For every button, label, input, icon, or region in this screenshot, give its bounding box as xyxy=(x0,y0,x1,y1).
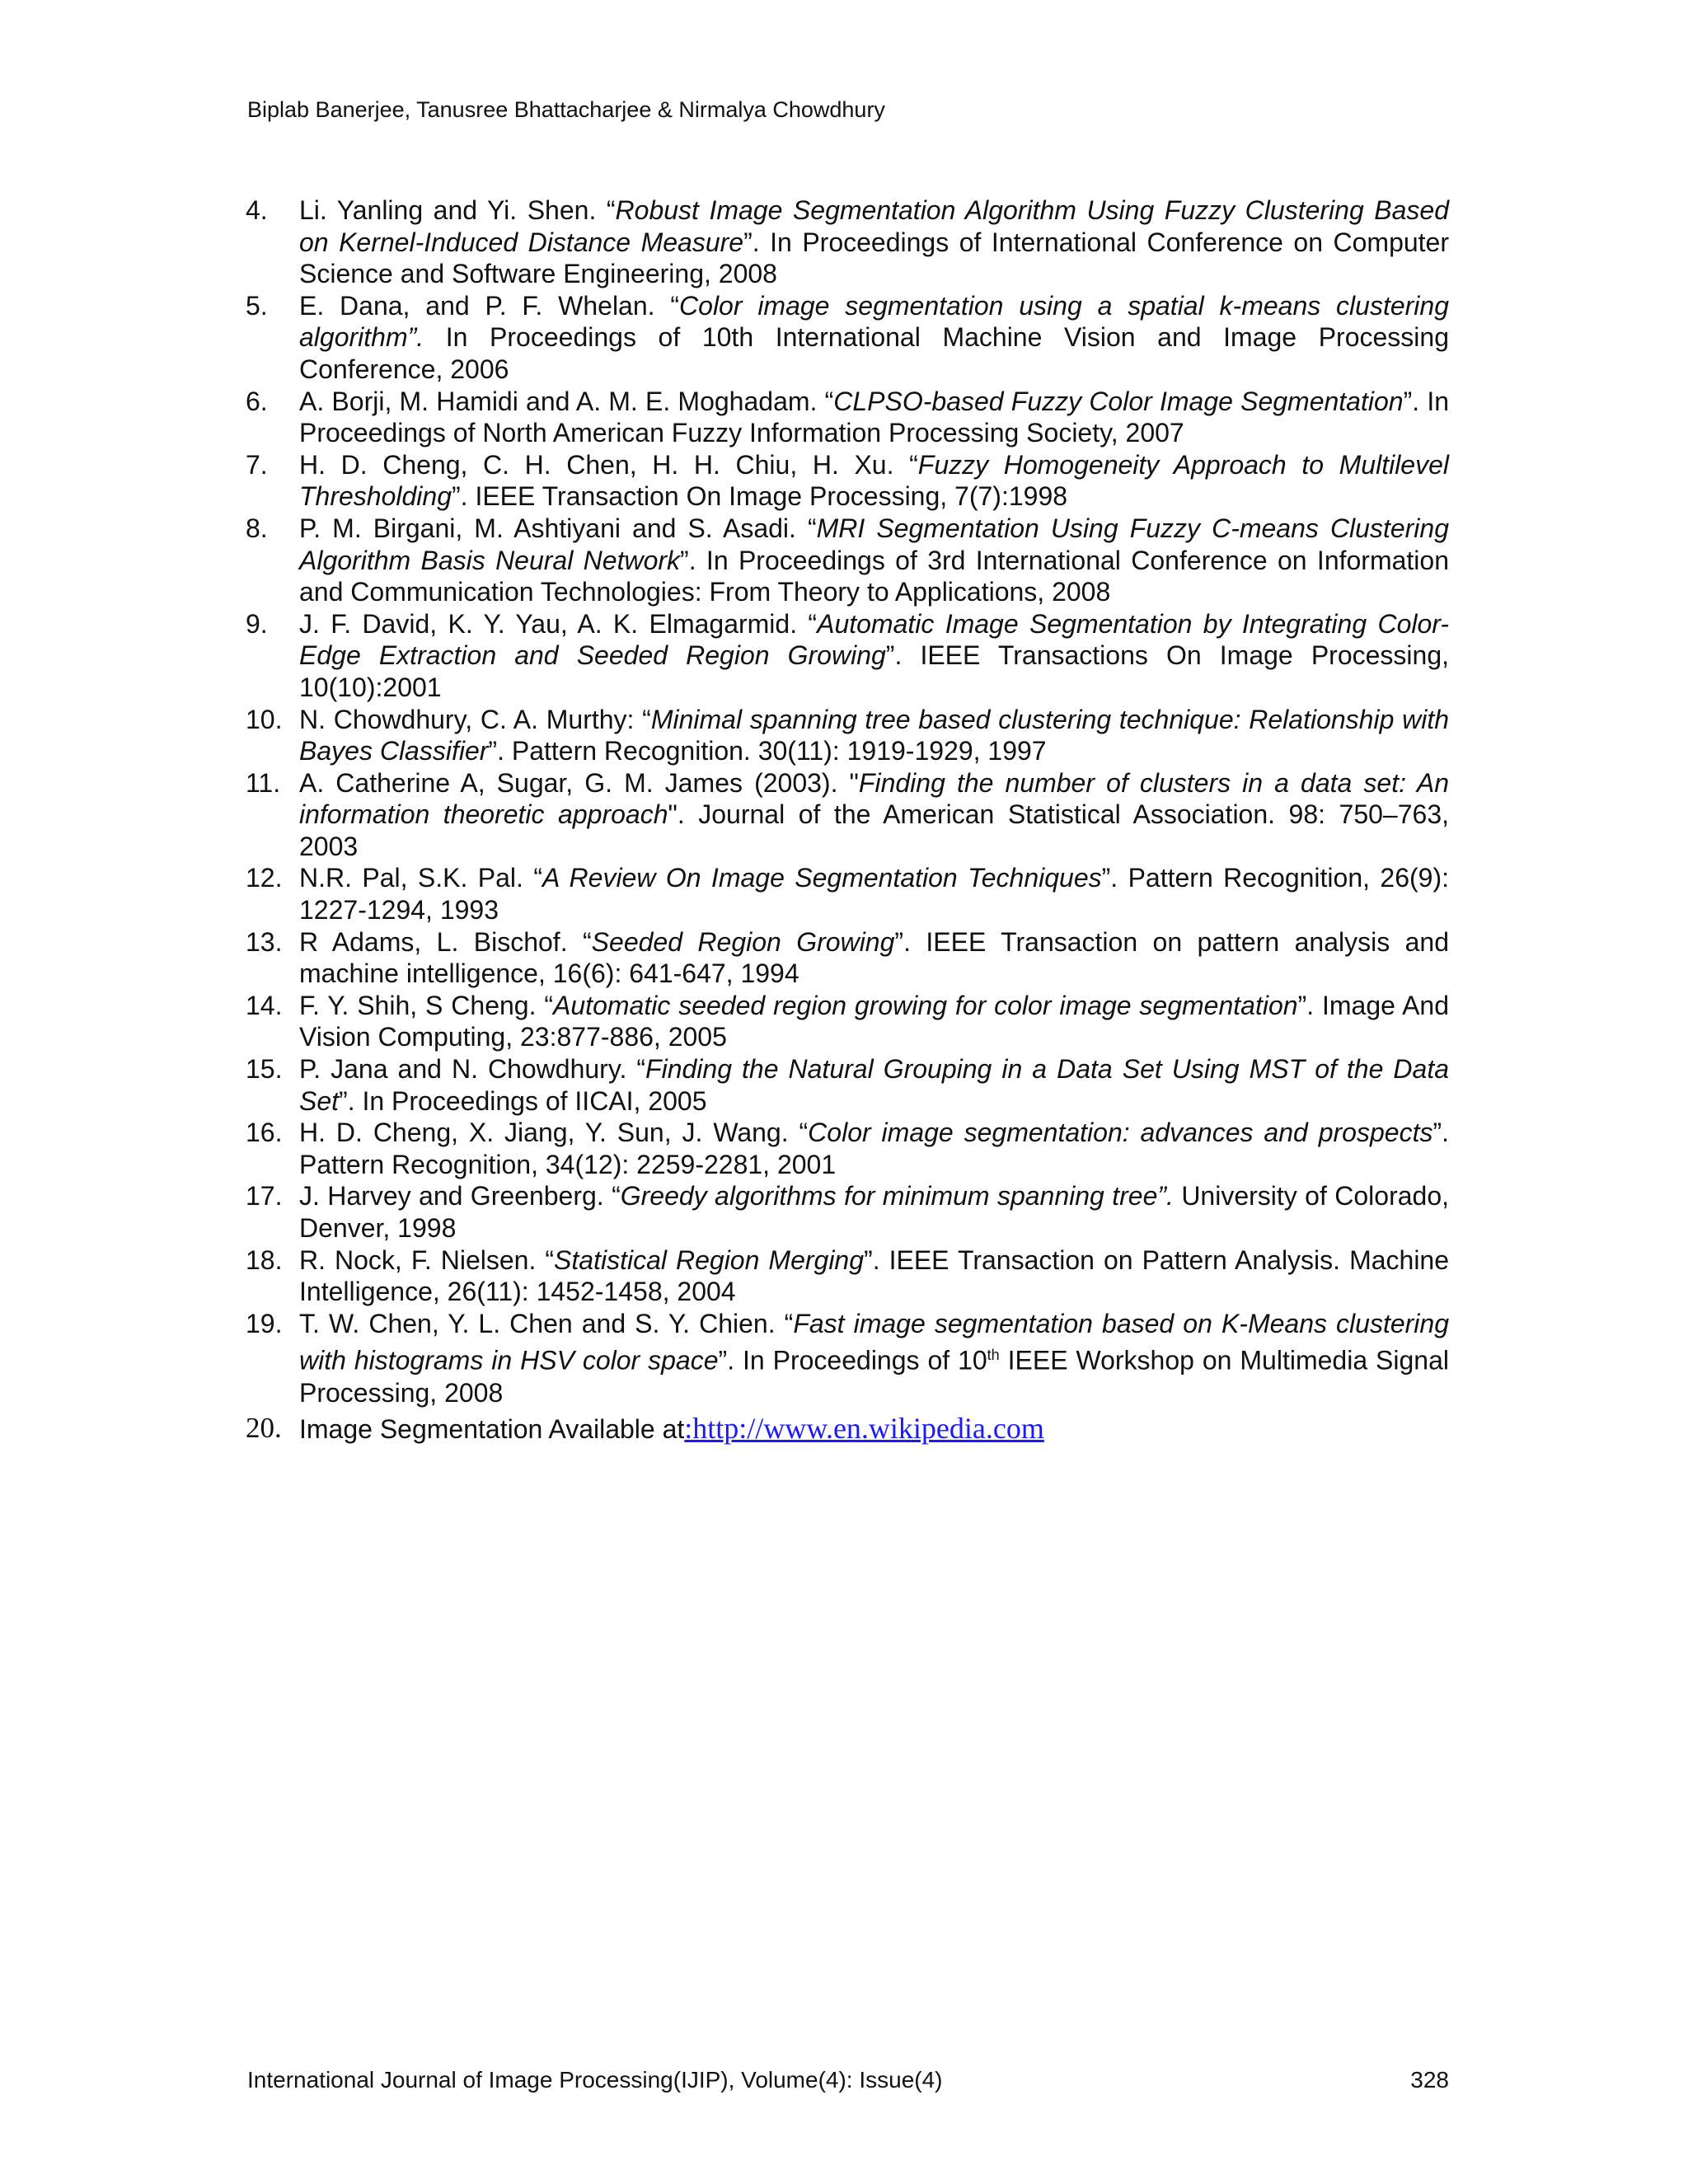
reference-title: Minimal spanning tree based clustering technique: Relationship with Bayes Classifier xyxy=(299,704,1450,766)
reference-authors: R Adams, L. Bischof. “ xyxy=(299,926,592,957)
reference-title: Finding the number of clusters in a data set: An information theoretic approach xyxy=(299,767,1450,830)
reference-item xyxy=(246,767,1449,863)
reference-text xyxy=(299,862,1449,926)
reference-source: ”. IEEE Transactions On Image Processing, 10(10):2001 xyxy=(299,640,1450,702)
reference-source: ”. IEEE Transaction on Pattern Analysis. Machine Intelligence, 26(11): 1452-1458, 2004 xyxy=(299,1244,1450,1307)
running-header: Biplab Banerjee, Tanusree Bhattacharjee & Nirmalya Chowdhury xyxy=(247,97,885,122)
reference-label: Image Segmentation Available at xyxy=(299,1414,685,1445)
reference-title: Color image segmentation: advances and prospects xyxy=(808,1118,1433,1148)
reference-source: ". Journal of the American Statistical Association. 98: 750–763, 2003 xyxy=(299,799,1450,861)
reference-authors: F. Y. Shih, S Cheng. “ xyxy=(299,990,554,1020)
reference-text xyxy=(299,449,1449,513)
reference-title: Statistical Region Merging xyxy=(554,1244,865,1275)
reference-item xyxy=(246,513,1449,608)
reference-authors: N. Chowdhury, C. A. Murthy: “ xyxy=(299,704,651,734)
reference-number: 7. xyxy=(246,449,268,480)
reference-text xyxy=(299,1412,1449,1446)
reference-number: 17. xyxy=(246,1181,283,1212)
reference-text xyxy=(299,608,1449,704)
reference-item xyxy=(246,1412,1449,1446)
reference-item xyxy=(246,1244,1449,1308)
reference-title: Automatic seeded region growing for color image segmentation xyxy=(553,990,1298,1020)
reference-item xyxy=(246,1117,1449,1180)
wikipedia-link[interactable]: :http://www.en.wikipedia.com xyxy=(684,1412,1044,1446)
reference-authors: Li. Yanling and Yi. Shen. “ xyxy=(299,195,616,225)
reference-text xyxy=(299,990,1449,1053)
reference-item xyxy=(246,990,1449,1053)
reference-number: 11. xyxy=(246,767,281,798)
reference-text xyxy=(299,1117,1449,1180)
reference-source: University of Colorado, Denver, 1998 xyxy=(299,1181,1450,1243)
reference-number: 16. xyxy=(246,1118,283,1148)
reference-text xyxy=(299,386,1449,449)
reference-number: 14. xyxy=(246,990,283,1020)
reference-authors: A. Catherine A, Sugar, G. M. James (2003). " xyxy=(299,767,859,798)
reference-authors: N.R. Pal, S.K. Pal. “ xyxy=(299,863,542,893)
reference-source: In Proceedings of 10th International Machine Vision and Image Processing Conference, 2006 xyxy=(299,322,1449,384)
reference-number: 4. xyxy=(246,195,268,225)
reference-text xyxy=(299,513,1449,608)
reference-number: 18. xyxy=(246,1244,283,1275)
ordinal-superscript: th xyxy=(987,1347,1000,1364)
reference-source: ”. In Proceedings of North American Fuzzy Information Processing Society, 2007 xyxy=(299,386,1450,448)
page-number: 328 xyxy=(1410,2067,1449,2093)
reference-text xyxy=(299,1180,1449,1244)
reference-authors: A. Borji, M. Hamidi and A. M. E. Moghadam. “ xyxy=(299,386,834,416)
reference-text xyxy=(299,767,1449,863)
reference-item xyxy=(246,1308,1449,1408)
reference-authors: H. D. Cheng, C. H. Chen, H. H. Chiu, H. Xu. “ xyxy=(299,449,918,480)
reference-text xyxy=(299,194,1449,290)
reference-text xyxy=(299,704,1449,767)
reference-number: 9. xyxy=(246,608,268,639)
reference-number: 19. xyxy=(246,1308,283,1338)
journal-info: International Journal of Image Processing(IJIP), Volume(4): Issue(4) xyxy=(247,2067,943,2093)
reference-source: ”. Pattern Recognition, 34(12): 2259-2281, 2001 xyxy=(299,1118,1449,1179)
reference-source: ”. IEEE Transaction on pattern analysis and machine intelligence, 16(6): 641-647, 1994 xyxy=(299,926,1450,989)
reference-authors: P. M. Birgani, M. Ashtiyani and S. Asadi. “ xyxy=(299,513,817,543)
reference-text xyxy=(299,1244,1449,1308)
reference-item xyxy=(246,926,1449,990)
reference-authors: R. Nock, F. Nielsen. “ xyxy=(299,1244,555,1275)
reference-title: Automatic Image Segmentation by Integrating Color-Edge Extraction and Seeded Region Growing xyxy=(299,608,1450,671)
reference-item xyxy=(246,608,1449,704)
page-footer xyxy=(247,2067,1449,2093)
reference-authors: T. W. Chen, Y. L. Chen and S. Y. Chien. “ xyxy=(299,1308,794,1338)
reference-item xyxy=(246,1180,1449,1244)
reference-item xyxy=(246,862,1449,926)
reference-item xyxy=(246,290,1449,386)
reference-authors: P. Jana and N. Chowdhury. “ xyxy=(299,1054,646,1085)
reference-title: Seeded Region Growing xyxy=(591,926,895,957)
reference-source: ”. In Proceedings of International Conference on Computer Science and Software Engineering, 2008 xyxy=(299,227,1450,289)
reference-number: 20. xyxy=(246,1412,282,1445)
reference-title: CLPSO-based Fuzzy Color Image Segmentation xyxy=(833,386,1404,416)
reference-item xyxy=(246,449,1449,513)
reference-title: MRI Segmentation Using Fuzzy C-means Clustering Algorithm Basis Neural Network xyxy=(299,513,1449,575)
reference-source: ”. Image And Vision Computing, 23:877-886, 2005 xyxy=(299,990,1450,1052)
reference-number: 15. xyxy=(246,1054,283,1085)
reference-number: 10. xyxy=(246,704,283,734)
reference-title: Greedy algorithms for minimum spanning tree”. xyxy=(620,1181,1174,1212)
reference-title: Color image segmentation using a spatial k-means clustering algorithm”. xyxy=(299,290,1450,353)
reference-text xyxy=(299,926,1449,990)
reference-item xyxy=(246,386,1449,449)
reference-title: Robust Image Segmentation Algorithm Using Fuzzy Clustering Based on Kernel-Induced Distance Measure xyxy=(299,195,1450,257)
reference-text xyxy=(299,1053,1449,1117)
reference-text xyxy=(299,1308,1449,1408)
reference-source: ”. In Proceedings of 10 xyxy=(718,1346,987,1376)
reference-number: 6. xyxy=(246,386,268,416)
reference-number: 12. xyxy=(246,863,283,893)
reference-authors: J. Harvey and Greenberg. “ xyxy=(299,1181,621,1212)
reference-item xyxy=(246,1053,1449,1117)
reference-title: Fuzzy Homogeneity Approach to Multilevel Thresholding xyxy=(299,449,1450,512)
reference-list xyxy=(246,194,1449,1446)
reference-source-cont: IEEE Workshop on Multimedia Signal Processing, 2008 xyxy=(299,1346,1450,1408)
reference-source: ”. Pattern Recognition. 30(11): 1919-1929, 1997 xyxy=(488,736,1047,766)
reference-text xyxy=(299,290,1449,386)
reference-title: Finding the Natural Grouping in a Data Set Using MST of the Data Set xyxy=(299,1054,1450,1116)
reference-source: ”. Pattern Recognition, 26(9): 1227-1294, 1993 xyxy=(299,863,1450,926)
reference-source: ”. IEEE Transaction On Image Processing, 7(7):1998 xyxy=(452,481,1068,512)
reference-authors: E. Dana, and P. F. Whelan. “ xyxy=(299,290,680,321)
reference-item xyxy=(246,194,1449,290)
reference-source: ”. In Proceedings of 3rd International Conference on Information and Communication Technologies: From Theory to Applications, 2008 xyxy=(299,545,1450,607)
reference-number: 5. xyxy=(246,290,268,321)
reference-item xyxy=(246,704,1449,767)
reference-authors: J. F. David, K. Y. Yau, A. K. Elmagarmid. “ xyxy=(299,608,818,639)
reference-number: 13. xyxy=(246,926,283,957)
reference-title: A Review On Image Segmentation Techniques xyxy=(542,863,1102,893)
reference-source: ”. In Proceedings of IICAI, 2005 xyxy=(339,1085,707,1116)
reference-authors: H. D. Cheng, X. Jiang, Y. Sun, J. Wang. “ xyxy=(299,1118,809,1148)
reference-title: Fast image segmentation based on K-Means clustering with histograms in HSV color space xyxy=(299,1308,1450,1376)
reference-number: 8. xyxy=(246,513,268,543)
